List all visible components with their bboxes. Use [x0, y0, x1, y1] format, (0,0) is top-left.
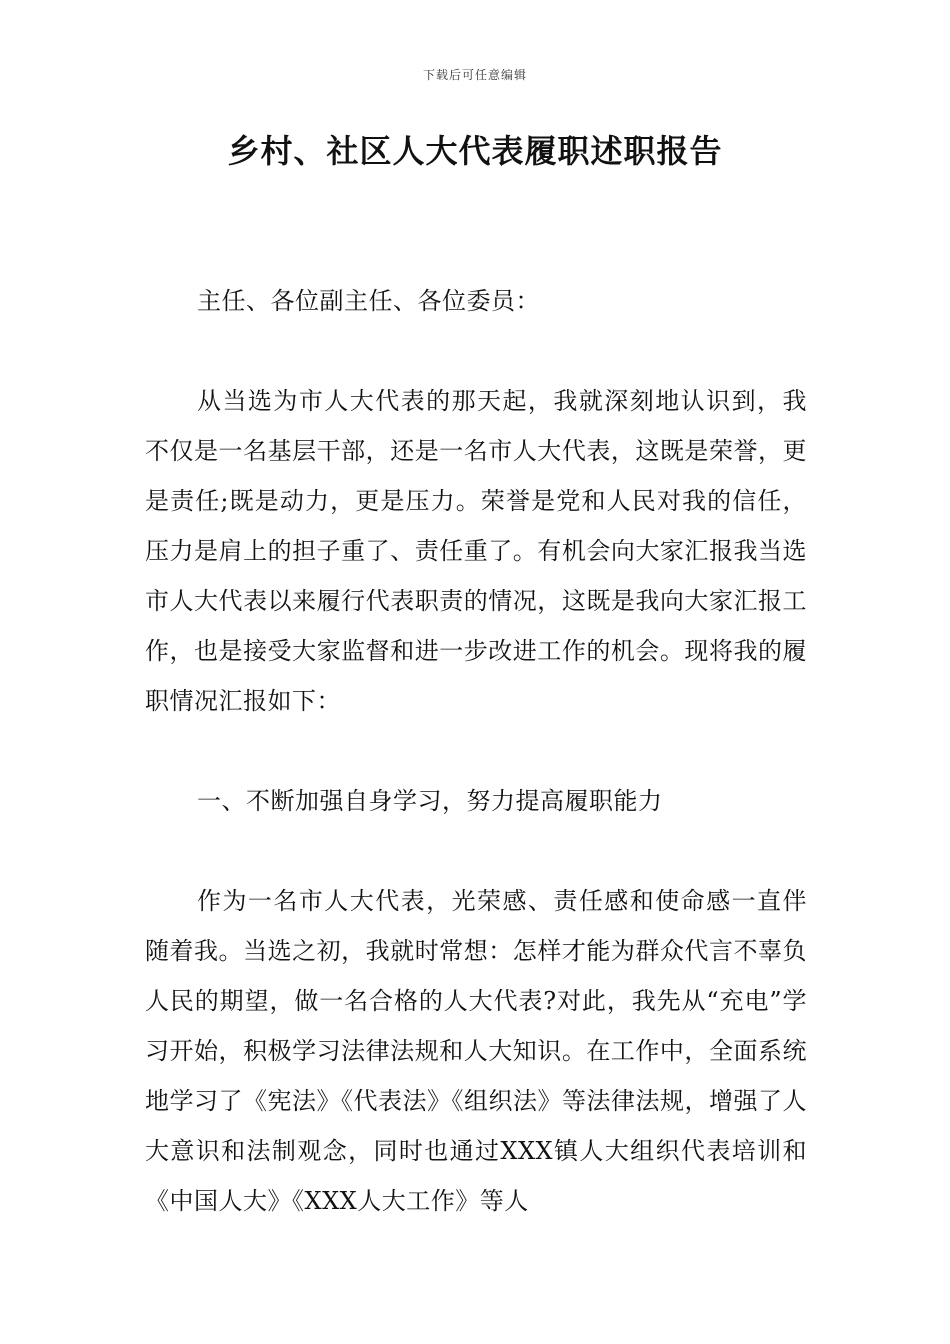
- header-note: 下载后可任意编辑: [422, 68, 527, 82]
- paragraph-intro: 从当选为市人大代表的那天起，我就深刻地认识到，我不仅是一名基层干部，还是一名市人大代表，这既是荣誉，更是责任;既是动力，更是压力。荣誉是党和人民对我的信任，压力是肩上的担子重了、责任重了。有机会向大家汇报我当选市人大代表以来履行代表职责的情况，这既是我向大家汇报工作，也是接受大家监督和进一步改进工作的机会。现将我的履职情况汇报如下：: [145, 387, 807, 715]
- page-title: 乡村、社区人大代表履职述职报告: [227, 132, 723, 170]
- paragraph-spacer: [145, 726, 807, 776]
- document-body: [145, 276, 807, 1226]
- section-heading-1: 一、不断加强自身学习，努力提高履职能力: [197, 787, 663, 815]
- salutation: 主任、各位副主任、各位委员：: [197, 287, 540, 315]
- paragraph-section-1: 作为一名市人大代表，光荣感、责任感和使命感一直伴随着我。当选之初，我就时常想：怎样才能为群众代言不辜负人民的期望，做一名合格的人大代表?对此，我先从“充电”学习开始，积极学习法律法规和人大知识。在工作中，全面系统地学习了《宪法》《代表法》《组织法》等法律法规，增强了人大意识和法制观念，同时也通过XXX镇人大组织代表培训和《中国人大》《XXX人大工作》等人: [145, 887, 807, 1215]
- paragraph-spacer: [145, 326, 807, 376]
- paragraph-spacer: [145, 826, 807, 876]
